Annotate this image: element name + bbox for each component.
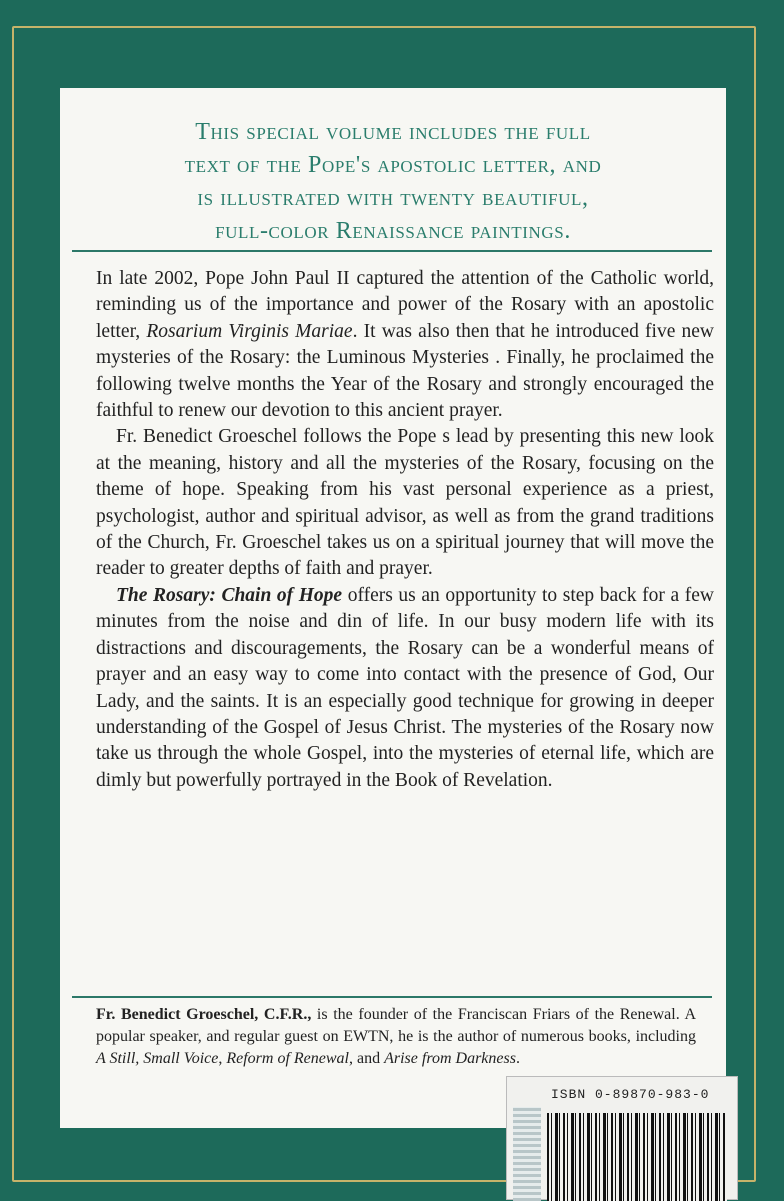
description-paragraph-3: The Rosary: Chain of Hope offers us an opportunity to step back for a few minutes from the noise and din of life. In our busy modern life with its distractions and discouragements, the Rosary can be a wonderful means of prayer and an easy way to come into contact with the presence of God, Our Lady, and the saints. It is an especially good technique for growing in deeper understanding of the Gospel of Jesus Christ. The mysteries of the Rosary now take us through the whole Gospel, into the mysteries of eternal life, which are dimly but powerfully portrayed in the Book of Revelation.: [96, 584, 714, 791]
barcode-bars: [547, 1113, 727, 1201]
letter-title: Rosarium Virginis Mariae: [146, 320, 353, 342]
divider-top: [72, 250, 712, 252]
headline: [60, 116, 726, 248]
headline-line: full-color Renaissance paintings.: [215, 218, 571, 244]
description-paragraph-2: Fr. Benedict Groeschel follows the Pope s lead by presenting this new look at the meaning, history and all the mysteries of the Rosary, focusing on the theme of hope. Speaking from his vast personal experience as a priest, psychologist, author and spiritual advisor, as well as from the grand traditions of the Church, Fr. Groeschel takes us on a spiritual journey that will move the reader to greater depths of faith and prayer.: [96, 426, 714, 580]
back-cover-panel: [60, 88, 726, 1128]
barcode-side-stripe: [513, 1107, 541, 1201]
book-title: The Rosary: Chain of Hope: [116, 584, 343, 606]
author-bio: Fr. Benedict Groeschel, C.F.R., is the founder of the Franciscan Friars of the Renewal. A popular speaker, and regular guest on EWTN, he is the author of numerous books, including A Still, Small Voice, Reform of Renewal, and Arise from Darkness.: [96, 1006, 697, 1067]
divider-bottom: [72, 996, 712, 998]
description-paragraph-1: In late 2002, Pope John Paul II captured the attention of the Catholic world, reminding us of the importance and power of the Rosary with an apostolic letter, Rosarium Virginis Mariae. It was also then that he introduced five new mysteries of the Rosary: the Luminous Mysteries . Finally, he proclaimed the following twelve months the Year of the Rosary and strongly encouraged the faithful to renew our devotion to this ancient prayer.: [96, 268, 715, 422]
author-name: Fr. Benedict Groeschel, C.F.R.,: [96, 1006, 312, 1023]
isbn-number: ISBN 0-89870-983-0: [551, 1087, 710, 1102]
headline-line: is illustrated with twenty beautiful,: [197, 185, 589, 211]
headline-line: This special volume includes the full: [195, 119, 591, 145]
headline-line: text of the Pope's apostolic letter, and: [184, 152, 602, 178]
barcode-sticker: [506, 1076, 738, 1200]
description: [96, 266, 714, 794]
